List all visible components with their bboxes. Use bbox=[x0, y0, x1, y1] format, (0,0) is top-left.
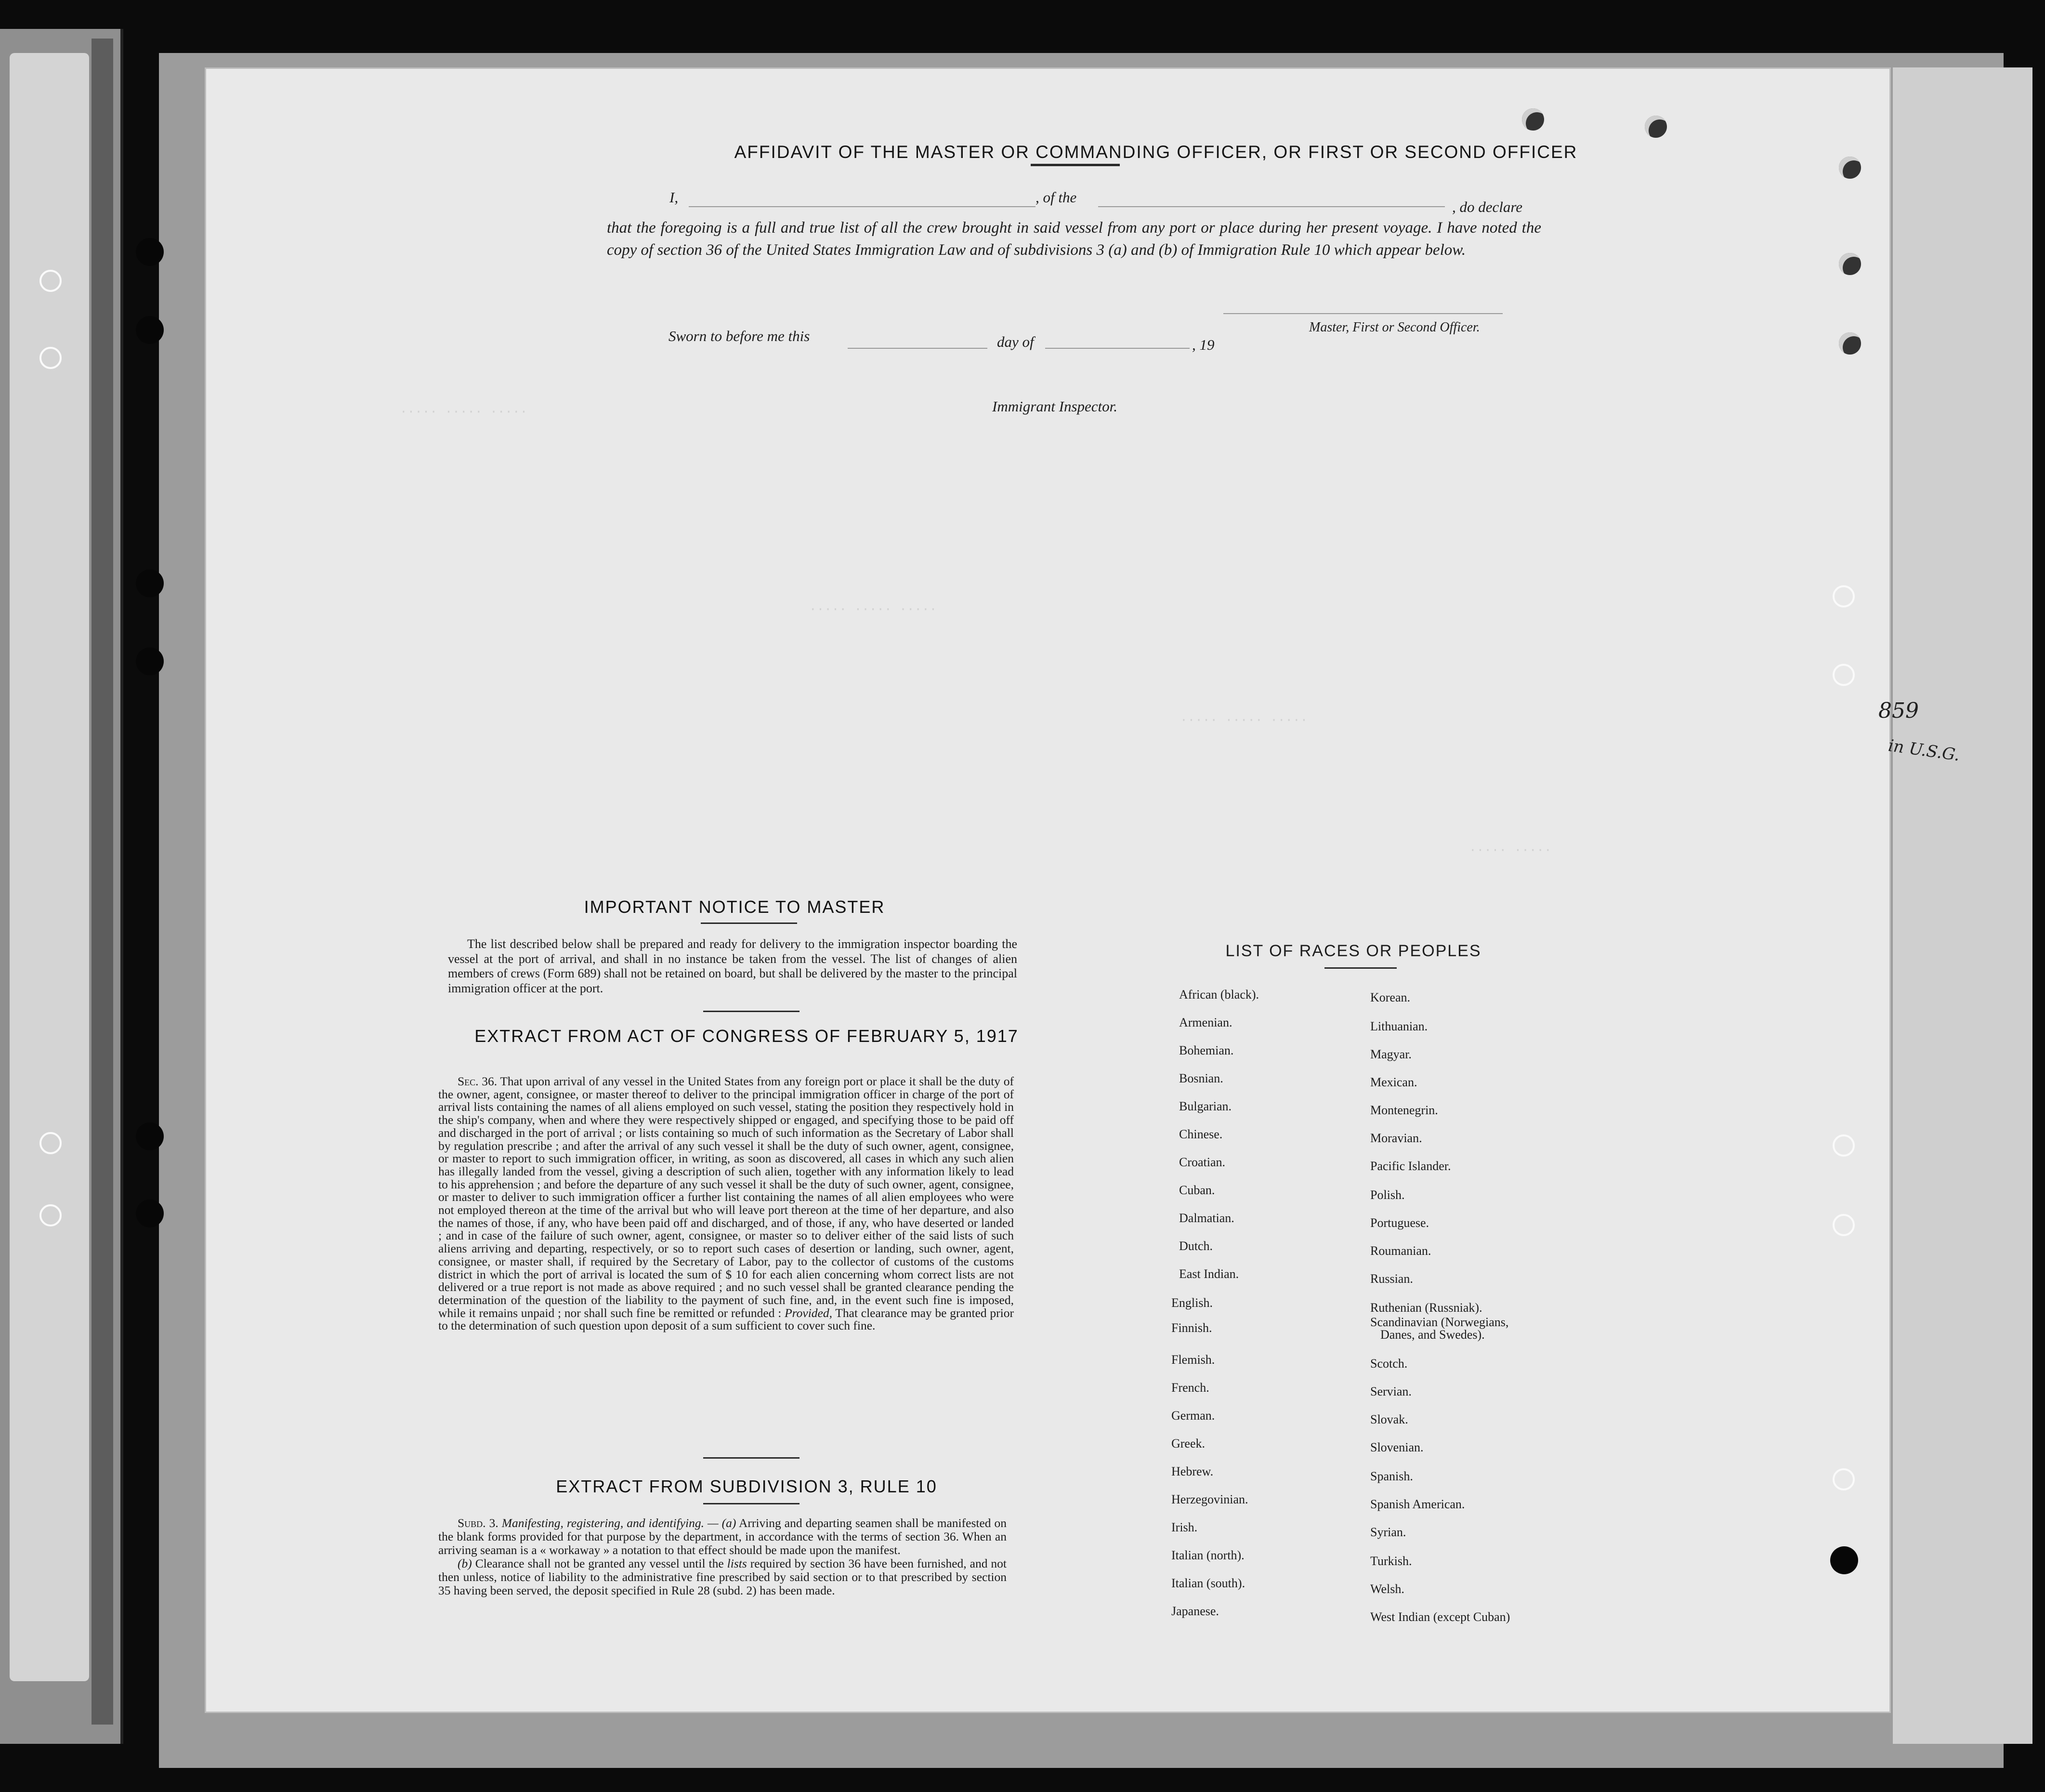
race-item: Russian. bbox=[1370, 1272, 1413, 1286]
rule-b-text-2: required by section 36 have been furnished, and not then unless, notice of liability to the administrative fine prescribed by said section or to that prescribed by section 35 having been served, the deposit specified in Rule 28 (subd. 2) has been made. bbox=[438, 1556, 1007, 1597]
race-item: Ruthenian (Russniak). bbox=[1370, 1301, 1482, 1315]
race-item: Scotch. bbox=[1370, 1357, 1408, 1370]
race-item: Cuban. bbox=[1179, 1183, 1215, 1197]
punch-hole-ring bbox=[1833, 664, 1855, 686]
rule-title: EXTRACT FROM SUBDIVISION 3, RULE 10 bbox=[556, 1476, 937, 1496]
margin-number: 859 bbox=[1878, 698, 1919, 723]
tack bbox=[1645, 116, 1667, 138]
title-rule bbox=[1031, 164, 1120, 166]
rule-body bbox=[438, 1516, 1007, 1597]
race-item: Flemish. bbox=[1171, 1353, 1215, 1367]
act-divider bbox=[703, 1457, 800, 1459]
sworn-day-blank[interactable] bbox=[848, 348, 987, 349]
race-item: Polish. bbox=[1370, 1188, 1405, 1202]
notice-title: IMPORTANT NOTICE TO MASTER bbox=[584, 897, 885, 917]
affidavit-i: I, bbox=[669, 189, 679, 206]
punch-hole-ring bbox=[1833, 585, 1855, 607]
races-title: LIST OF RACES OR PEOPLES bbox=[1225, 942, 1481, 960]
race-item: West Indian (except Cuban) bbox=[1370, 1610, 1510, 1624]
name-blank[interactable] bbox=[689, 206, 1036, 207]
binder-edge bbox=[92, 39, 113, 1725]
race-item: Scandinavian (Norwegians, bbox=[1370, 1315, 1509, 1329]
race-item: Dutch. bbox=[1179, 1239, 1213, 1253]
binder-hole-ring bbox=[39, 1204, 62, 1226]
race-item: East Indian. bbox=[1179, 1267, 1239, 1281]
race-item: Bosnian. bbox=[1179, 1071, 1223, 1085]
race-item: Korean. bbox=[1370, 990, 1411, 1004]
punch-hole-ring bbox=[1833, 1214, 1855, 1236]
punch-hole bbox=[136, 316, 164, 344]
inspector-signature-label: Immigrant Inspector. bbox=[992, 398, 1118, 415]
races-rule bbox=[1324, 967, 1397, 969]
punch-hole bbox=[136, 238, 164, 266]
affidavit-do-declare: , do declare bbox=[1452, 198, 1523, 215]
affidavit-body: that the foregoing is a full and true list of all the crew brought in said vessel from any port or place during her present voyage. I have noted the copy of section 36 of the United States Immigration Law and of subdivisions 3 (a) and (b) of Immigration Rule 10 which appear below. bbox=[607, 219, 1541, 259]
race-item: Dalmatian. bbox=[1179, 1211, 1234, 1225]
punch-hole bbox=[136, 569, 164, 597]
rule-b-text-1: Clearance shall not be granted any vessel until the bbox=[475, 1556, 724, 1570]
race-item: Moravian. bbox=[1370, 1131, 1422, 1145]
section-label: Sec. 36. bbox=[458, 1074, 498, 1088]
race-item: Slovak. bbox=[1370, 1412, 1408, 1426]
document-page bbox=[205, 67, 1891, 1713]
race-item: Lithuanian. bbox=[1370, 1019, 1428, 1033]
tack bbox=[1839, 157, 1861, 179]
race-item: Servian. bbox=[1370, 1384, 1412, 1398]
race-item: Magyar. bbox=[1370, 1047, 1412, 1061]
master-signature-line[interactable] bbox=[1223, 313, 1503, 314]
provided-word: Provided, bbox=[785, 1305, 832, 1320]
master-signature-label: Master, First or Second Officer. bbox=[1309, 320, 1480, 335]
show-through-text: ····· ····· ····· bbox=[400, 405, 528, 419]
race-item: Roumanian. bbox=[1370, 1244, 1431, 1258]
race-item: Turkish. bbox=[1370, 1554, 1412, 1568]
subd-label: Subd. 3. bbox=[458, 1516, 498, 1530]
notice-text: The list described below shall be prepared and ready for delivery to the immigration inspector boarding the vessel at the port of arrival, and shall in no instance be taken from the vessel. The list of changes of alien members of crews (Form 689) shall not be retained on board, but shall be delivered by the master to the principal immigration officer at the port. bbox=[448, 937, 1017, 995]
manifesting-heading: Manifesting, registering, and identifying. — (a) bbox=[501, 1516, 736, 1530]
race-item: Pacific Islander. bbox=[1370, 1159, 1451, 1173]
race-item: Croatian. bbox=[1179, 1155, 1226, 1169]
race-item: Irish. bbox=[1171, 1520, 1198, 1534]
race-item: Slovenian. bbox=[1370, 1440, 1424, 1454]
punch-hole bbox=[1830, 1546, 1858, 1574]
binder-hole-ring bbox=[39, 1132, 62, 1154]
race-item: Armenian. bbox=[1179, 1015, 1232, 1029]
race-item: Chinese. bbox=[1179, 1127, 1223, 1141]
tack bbox=[1839, 332, 1861, 355]
race-item: Welsh. bbox=[1370, 1582, 1404, 1596]
race-item: French. bbox=[1171, 1381, 1209, 1395]
race-item: Spanish American. bbox=[1370, 1497, 1465, 1511]
notice-rule bbox=[701, 922, 797, 924]
race-item: Greek. bbox=[1171, 1436, 1206, 1450]
tack bbox=[1839, 253, 1861, 275]
vessel-blank[interactable] bbox=[1098, 206, 1445, 207]
sworn-text: Sworn to before me this bbox=[669, 328, 810, 344]
race-item: Montenegrin. bbox=[1370, 1103, 1438, 1117]
right-page-edge bbox=[1893, 67, 2032, 1744]
punch-hole-ring bbox=[1833, 1468, 1855, 1490]
binder-hole-ring bbox=[39, 347, 62, 369]
day-of-text: day of bbox=[997, 333, 1034, 350]
race-item: Finnish. bbox=[1171, 1321, 1212, 1335]
rule-b-lists: lists bbox=[727, 1556, 747, 1570]
race-item: Bulgarian. bbox=[1179, 1099, 1232, 1113]
race-item: Spanish. bbox=[1370, 1469, 1413, 1483]
race-item: Herzegovinian. bbox=[1171, 1492, 1248, 1506]
race-item: German. bbox=[1171, 1409, 1215, 1423]
margin-note: in U.S.G. bbox=[1887, 736, 1961, 765]
punch-hole bbox=[136, 647, 164, 675]
race-item: African (black). bbox=[1179, 988, 1259, 1001]
race-item: Danes, and Swedes). bbox=[1380, 1328, 1485, 1342]
act-title: EXTRACT FROM ACT OF CONGRESS OF FEBRUARY 5, 1917 bbox=[474, 1026, 1019, 1046]
notice-divider bbox=[703, 1011, 800, 1012]
show-through-text: ····· ····· ····· bbox=[809, 602, 937, 617]
rule-rule bbox=[703, 1503, 800, 1504]
race-item: Syrian. bbox=[1370, 1525, 1406, 1539]
race-item: Portuguese. bbox=[1370, 1216, 1429, 1230]
punch-hole bbox=[136, 1199, 164, 1227]
race-item: Italian (north). bbox=[1171, 1548, 1245, 1562]
race-item: Japanese. bbox=[1171, 1604, 1219, 1618]
rule-a-text: Arriving and departing seamen shall be manifested on the blank forms provided for that purpose by the department, in accordance with the terms of section 36. When an arriving seaman is a « workaway » a notation to that effect should be made upon the manifest. bbox=[438, 1516, 1007, 1557]
show-through-text: ····· ····· ····· bbox=[1180, 713, 1308, 727]
sworn-month-blank[interactable] bbox=[1045, 348, 1190, 349]
punch-hole bbox=[136, 1122, 164, 1150]
act-text-end: That clearance may be granted prior to the determination of such question upon deposit of a sum sufficient to cover such fine. bbox=[438, 1305, 1014, 1333]
act-body bbox=[438, 1075, 1014, 1332]
race-item: Mexican. bbox=[1370, 1075, 1417, 1089]
notice-body bbox=[448, 937, 1017, 996]
rule-b-label: (b) bbox=[458, 1556, 472, 1570]
affidavit-title: AFFIDAVIT OF THE MASTER OR COMMANDING OFFICER, OR FIRST OR SECOND OFFICER bbox=[734, 142, 1578, 162]
punch-hole-ring bbox=[1833, 1134, 1855, 1157]
affidavit-of-the: , of the bbox=[1036, 189, 1077, 206]
tack bbox=[1522, 108, 1544, 131]
race-item: English. bbox=[1171, 1296, 1213, 1310]
race-item: Italian (south). bbox=[1171, 1576, 1245, 1590]
binder-hole-ring bbox=[39, 270, 62, 292]
year-text: , 19 bbox=[1192, 336, 1215, 353]
show-through-text: ····· ····· bbox=[1469, 843, 1552, 857]
race-item: Hebrew. bbox=[1171, 1464, 1214, 1478]
race-item: Bohemian. bbox=[1179, 1043, 1234, 1057]
act-text: That upon arrival of any vessel in the United States from any foreign port or place it shall be the duty of the owner, agent, consignee, or master thereof to deliver to the principal immigration officer in charge of the port of arrival lists containing the names of all aliens employed on such vessel, stating the position they respectively hold in the ship's company, when and where they were respectively shipped or engaged, and specifying those to be paid off and discharged in the port of arrival ; or lists containing so much of such information as the Secretary of Labor shall by regulation prescribe ; and after the arrival of any such vessel it shall be the duty of such owner, agent, consignee, or master to report to such immigration officer, in writing, as soon as discovered, all cases in which any such alien has illegally landed from the vessel, giving a description of such alien, together with any information likely to lead to his apprehension ; and before the departure of any such vessel it shall be the duty of such owner, agent, consignee, or master to deliver to such immigration officer a further list containing the names of all alien employees who were not employed thereon at the time of the arrival but who will leave port thereon at the time of her departure, and also the names of those, if any, who have been paid off and discharged, and of those, if any, who have deserted or landed ; and in case of the failure of such owner, agent, consignee, or master so to deliver either of the said lists of such aliens arriving and departing, respectively, or so to report such cases of desertion or landing, such owner, agent, consignee, or master shall, if required by the Secretary of Labor, pay to the collector of customs of the customs district in which the port of arrival is located the sum of $ 10 for each alien concerning whom correct lists are not delivered or a true report is not made as above required ; and no such vessel shall be granted clearance pending the determination of the question of the liability to the payment of such fine, and, in the event such fine is imposed, while it remains unpaid ; nor shall such fine be remitted or refunded : bbox=[438, 1074, 1014, 1320]
binder-strip bbox=[10, 53, 89, 1681]
